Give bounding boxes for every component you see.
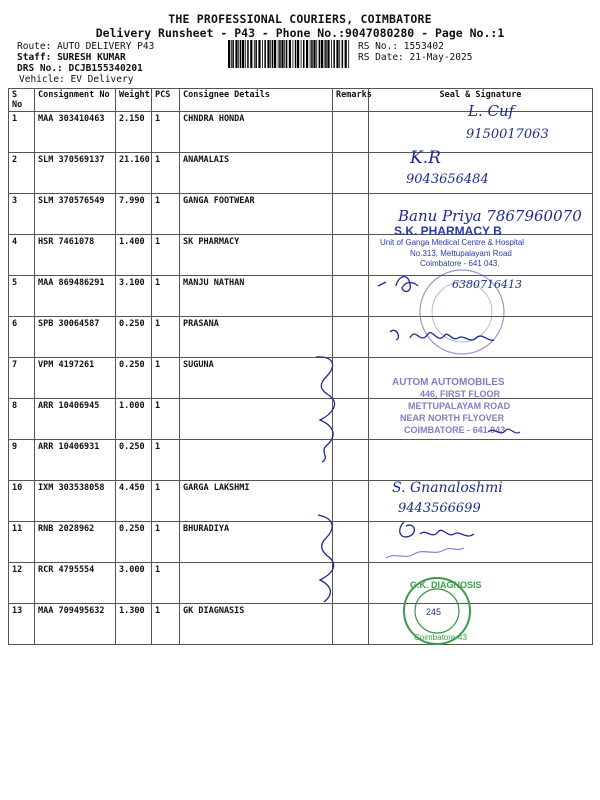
- cell-seal: [369, 399, 593, 440]
- cell-sno: 13: [9, 604, 35, 645]
- cell-weight: 21.160: [116, 153, 152, 194]
- table-row: [9, 194, 593, 235]
- cell-consignment: ARR 10406945: [35, 399, 116, 440]
- cell-sno: 7: [9, 358, 35, 399]
- route-label: Route:: [17, 41, 52, 52]
- cell-pcs: 1: [152, 440, 180, 481]
- barcode-bar: [278, 40, 279, 68]
- stamp-auto-line5: COIMBATORE - 641 043: [404, 425, 506, 435]
- cell-details: ANAMALAIS: [180, 153, 333, 194]
- cell-consignment: RNB 2028962: [35, 522, 116, 563]
- cell-weight: 0.250: [116, 440, 152, 481]
- barcode-bar: [313, 40, 315, 68]
- barcode-bar: [281, 40, 283, 68]
- cell-seal: [369, 112, 593, 153]
- cell-consignment: VPM 4197261: [35, 358, 116, 399]
- cell-consignment: SLM 370576549: [35, 194, 116, 235]
- cell-consignment: SLM 370569137: [35, 153, 116, 194]
- cell-consignment: HSR 7461078: [35, 235, 116, 276]
- cell-weight: 4.450: [116, 481, 152, 522]
- table-row: [9, 358, 593, 399]
- cell-weight: 7.990: [116, 194, 152, 235]
- cell-seal: [369, 317, 593, 358]
- table-row: [9, 481, 593, 522]
- handwriting-row2-phone: 9043656484: [406, 172, 489, 187]
- barcode-bar: [336, 40, 338, 68]
- handwriting-row1-phone: 9150017063: [466, 127, 549, 142]
- barcode-bar: [325, 40, 327, 68]
- rs-date-label: RS Date:: [358, 52, 404, 63]
- table-row: [9, 440, 593, 481]
- cell-pcs: 1: [152, 235, 180, 276]
- drs-info: [17, 63, 143, 74]
- cell-consignment: MAA 709495632: [35, 604, 116, 645]
- barcode-bar: [242, 40, 244, 68]
- route-value: AUTO DELIVERY P43: [57, 41, 155, 52]
- cell-sno: 5: [9, 276, 35, 317]
- cell-seal: [369, 563, 593, 604]
- barcode-bar: [262, 40, 263, 68]
- cell-remarks: [333, 112, 369, 153]
- cell-consignment: MAA 303410463: [35, 112, 116, 153]
- cell-sno: 11: [9, 522, 35, 563]
- col-header-remarks: Remarks: [333, 89, 369, 112]
- cell-sno: 9: [9, 440, 35, 481]
- cell-remarks: [333, 399, 369, 440]
- cell-sno: 2: [9, 153, 35, 194]
- barcode-bar: [316, 40, 317, 68]
- cell-sno: 4: [9, 235, 35, 276]
- cell-remarks: [333, 358, 369, 399]
- barcode-bar: [286, 40, 288, 68]
- barcode-bar: [306, 40, 308, 68]
- barcode-bar: [319, 40, 321, 68]
- cell-pcs: 1: [152, 153, 180, 194]
- table-row: [9, 112, 593, 153]
- col-header-pcs: PCS: [152, 89, 180, 112]
- table-row: [9, 153, 593, 194]
- stamp-auto-line3: METTUPALAYAM ROAD: [408, 401, 511, 411]
- cell-details: MANJU NATHAN: [180, 276, 333, 317]
- handwriting-row4-signature: Banu Priya 7867960070: [398, 207, 582, 225]
- barcode-bar: [240, 40, 242, 68]
- cell-weight: 1.300: [116, 604, 152, 645]
- cell-details: PRASANA: [180, 317, 333, 358]
- barcode-bar: [250, 40, 252, 68]
- drs-label: DRS No.:: [17, 63, 63, 74]
- cell-details: CHNDRA HONDA: [180, 112, 333, 153]
- cell-pcs: 1: [152, 522, 180, 563]
- cell-weight: 3.000: [116, 563, 152, 604]
- cell-weight: 0.250: [116, 358, 152, 399]
- cell-sno: 6: [9, 317, 35, 358]
- cell-sno: 10: [9, 481, 35, 522]
- cell-sno: 3: [9, 194, 35, 235]
- cell-details: [180, 563, 333, 604]
- barcode-bar: [228, 40, 230, 68]
- barcode-bar: [345, 40, 347, 68]
- table-row: [9, 235, 593, 276]
- barcode-bar: [339, 40, 340, 68]
- cell-pcs: 1: [152, 604, 180, 645]
- stamp-gk-number: 245: [426, 607, 442, 617]
- route-info: [17, 41, 154, 52]
- rs-no-value: 1553402: [403, 41, 444, 52]
- cell-consignment: MAA 869486291: [35, 276, 116, 317]
- barcode-bar: [270, 40, 271, 68]
- barcode-bar: [289, 40, 291, 68]
- cell-sno: 8: [9, 399, 35, 440]
- cell-remarks: [333, 440, 369, 481]
- cell-seal: [369, 358, 593, 399]
- cell-pcs: 1: [152, 317, 180, 358]
- col-header-sno: S No: [9, 89, 35, 112]
- barcode-bar: [258, 40, 260, 68]
- cell-seal: [369, 276, 593, 317]
- cell-details: BHURADIYA: [180, 522, 333, 563]
- col-header-seal: Seal & Signature: [369, 89, 593, 112]
- cell-remarks: [333, 276, 369, 317]
- barcode-bar: [245, 40, 246, 68]
- barcode-bar: [333, 40, 335, 68]
- vehicle-value: EV Delivery: [70, 74, 134, 85]
- cell-remarks: [333, 153, 369, 194]
- cell-seal: [369, 153, 593, 194]
- handwriting-row5-phone: 6380716413: [452, 278, 522, 291]
- barcode-bar: [297, 40, 299, 68]
- barcode-bar: [254, 40, 255, 68]
- cell-remarks: [333, 563, 369, 604]
- cell-sno: 1: [9, 112, 35, 153]
- barcode-bar: [284, 40, 285, 68]
- table-header-row: [9, 89, 593, 112]
- stamp-auto-line1: AUTOM AUTOMOBILES: [392, 377, 505, 388]
- col-header-consignee: Consignee Details: [180, 89, 333, 112]
- cell-details: [180, 399, 333, 440]
- cell-consignment: IXM 303538058: [35, 481, 116, 522]
- cell-weight: 0.250: [116, 317, 152, 358]
- table-row: [9, 563, 593, 604]
- rs-date-info: [358, 52, 472, 63]
- stamp-sk-pharmacy-name: S.K. PHARMACY B: [394, 224, 502, 238]
- table-row: [9, 276, 593, 317]
- cell-weight: 3.100: [116, 276, 152, 317]
- cell-details: SK PHARMACY: [180, 235, 333, 276]
- barcode-bar: [235, 40, 237, 68]
- barcode-bar: [311, 40, 313, 68]
- barcode-bar: [279, 40, 281, 68]
- cell-pcs: 1: [152, 563, 180, 604]
- staff-info: [17, 52, 126, 63]
- barcode-bar: [238, 40, 239, 68]
- staff-value: SURESH KUMAR: [57, 52, 126, 63]
- barcode: [228, 40, 352, 68]
- cell-weight: 1.000: [116, 399, 152, 440]
- stamp-auto-line4: NEAR NORTH FLYOVER: [400, 413, 505, 423]
- cell-pcs: 1: [152, 481, 180, 522]
- cell-remarks: [333, 604, 369, 645]
- barcode-bar: [264, 40, 266, 68]
- barcode-bar: [231, 40, 232, 68]
- handwriting-row1-signature: L. Cuf: [468, 102, 515, 120]
- barcode-bar: [255, 40, 257, 68]
- rs-no-label: RS No.:: [358, 41, 399, 52]
- staff-label: Staff:: [17, 52, 52, 63]
- barcode-bar: [272, 40, 274, 68]
- cell-details: [180, 440, 333, 481]
- cell-sno: 12: [9, 563, 35, 604]
- company-title: THE PROFESSIONAL COURIERS, COIMBATORE: [168, 12, 432, 26]
- stamp-sk-pharmacy-line1: Unit of Ganga Medical Centre & Hospital: [380, 238, 525, 247]
- cell-seal: [369, 194, 593, 235]
- cell-pcs: 1: [152, 194, 180, 235]
- barcode-bar: [331, 40, 332, 68]
- barcode-bar: [301, 40, 302, 68]
- stamp-gk-name: G.K. DIAGNOSIS: [410, 580, 482, 590]
- vehicle-info: [19, 74, 133, 85]
- rs-date-value: 21-May-2025: [409, 52, 473, 63]
- cell-pcs: 1: [152, 399, 180, 440]
- barcode-bar: [303, 40, 305, 68]
- barcode-bar: [232, 40, 234, 68]
- col-header-consignment: Consignment No: [35, 89, 116, 112]
- barcode-bar: [342, 40, 344, 68]
- cell-seal: [369, 481, 593, 522]
- cell-pcs: 1: [152, 358, 180, 399]
- vehicle-label: Vehicle:: [19, 74, 65, 85]
- table-row: [9, 522, 593, 563]
- runsheet-subtitle: Delivery Runsheet - P43 - Phone No.:9047080280 - Page No.:1: [95, 26, 505, 40]
- cell-details: GARGA LAKSHMI: [180, 481, 333, 522]
- barcode-bar: [274, 40, 276, 68]
- barcode-bar: [348, 40, 349, 68]
- stamp-sk-pharmacy-line2: No.313, Mettupalayam Road: [410, 249, 512, 258]
- runsheet-table: [8, 88, 593, 645]
- cell-remarks: [333, 235, 369, 276]
- cell-pcs: 1: [152, 112, 180, 153]
- barcode-bar: [310, 40, 311, 68]
- barcode-bar: [327, 40, 329, 68]
- stamp-sk-pharmacy-line3: Coimbatore - 641 043.: [420, 259, 500, 268]
- cell-consignment: ARR 10406931: [35, 440, 116, 481]
- cell-seal: [369, 604, 593, 645]
- cell-consignment: RCR 4795554: [35, 563, 116, 604]
- cell-weight: 0.250: [116, 522, 152, 563]
- cell-weight: 1.400: [116, 235, 152, 276]
- stamp-auto-line2: 446, FIRST FLOOR: [420, 389, 501, 399]
- cell-pcs: 1: [152, 276, 180, 317]
- cell-details: GANGA FOOTWEAR: [180, 194, 333, 235]
- col-header-weight: Weight: [116, 89, 152, 112]
- cell-details: SUGUNA: [180, 358, 333, 399]
- cell-consignment: SPB 30064587: [35, 317, 116, 358]
- cell-remarks: [333, 194, 369, 235]
- handwriting-row10-signature: S. Gnanaloshmi: [392, 480, 503, 496]
- cell-seal: [369, 440, 593, 481]
- barcode-bar: [295, 40, 297, 68]
- cell-weight: 2.150: [116, 112, 152, 153]
- barcode-bar: [247, 40, 249, 68]
- cell-seal: [369, 235, 593, 276]
- handwriting-row2-signature: K.R: [410, 148, 441, 168]
- table-row: [9, 604, 593, 645]
- barcode-bar: [293, 40, 294, 68]
- handwriting-row10-phone: 9443566699: [398, 501, 481, 516]
- barcode-bar: [267, 40, 269, 68]
- table-row: [9, 317, 593, 358]
- stamp-gk-place: Coimbatore-43: [414, 633, 467, 642]
- barcode-bar: [324, 40, 325, 68]
- drs-value: DCJB155340201: [68, 63, 143, 74]
- rs-number-info: [358, 41, 444, 52]
- cell-details: GK DIAGNASIS: [180, 604, 333, 645]
- cell-remarks: [333, 481, 369, 522]
- table-row: [9, 399, 593, 440]
- cell-remarks: [333, 317, 369, 358]
- barcode-bar: [321, 40, 323, 68]
- cell-seal: [369, 522, 593, 563]
- cell-remarks: [333, 522, 369, 563]
